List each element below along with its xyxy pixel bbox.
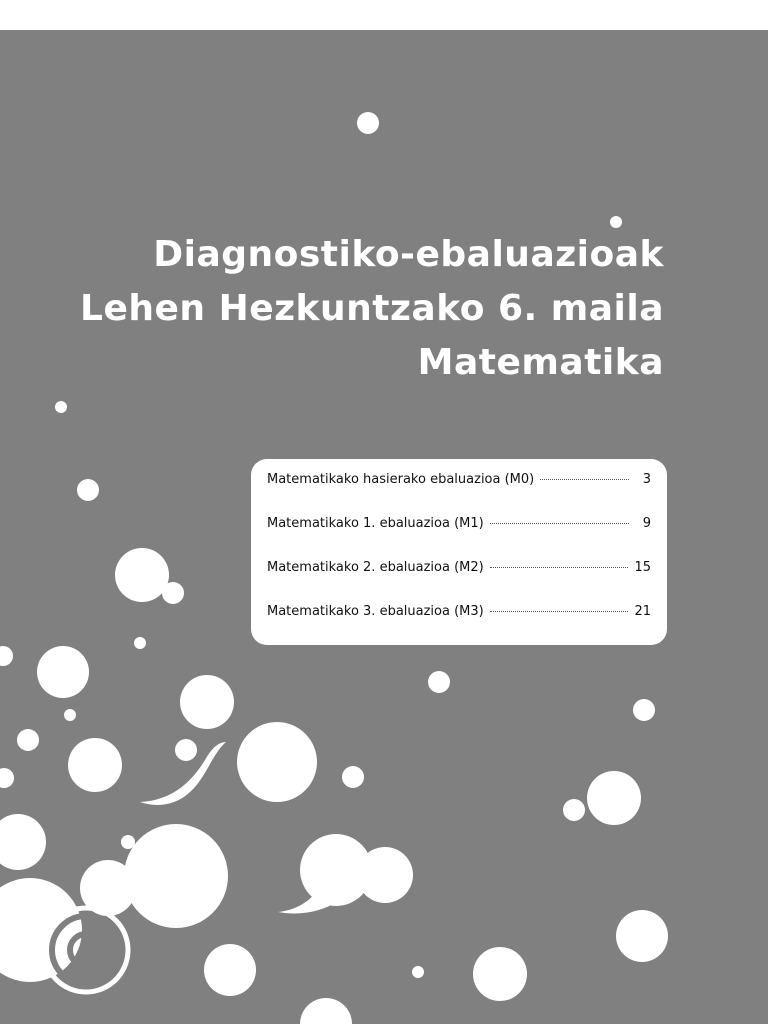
toc-leader-dots [490, 611, 629, 612]
bubble [162, 582, 184, 604]
bubble [342, 766, 364, 788]
toc-leader-dots [490, 567, 629, 568]
bubble [115, 548, 169, 602]
bubble [37, 646, 89, 698]
bubble [357, 847, 413, 903]
title-line-3: Matematika [417, 342, 664, 383]
bubble [180, 675, 234, 729]
bubble [300, 998, 352, 1024]
bubble [175, 739, 197, 761]
bubble [204, 944, 256, 996]
bubble [0, 646, 13, 666]
bubble [563, 799, 585, 821]
cover-title [80, 228, 664, 390]
bubble [237, 722, 317, 802]
bubble [587, 771, 641, 825]
toc-item-page: 3 [642, 472, 651, 487]
bubble [0, 878, 82, 982]
toc-item-m2[interactable] [267, 560, 651, 604]
toc-item-label: Matematikako hasierako ebaluazioa (M0) [267, 472, 535, 487]
bubble-dot [428, 671, 450, 693]
bubble-dot [134, 637, 146, 649]
toc-item-page: 15 [634, 560, 651, 575]
bubble [121, 835, 135, 849]
toc-leader-dots [490, 523, 629, 524]
bubble-dot [633, 699, 655, 721]
title-line-1: Diagnostiko-ebaluazioak [153, 234, 664, 275]
toc-item-page: 9 [642, 516, 651, 531]
bubble-dot [610, 216, 622, 228]
toc-item-m1[interactable] [267, 516, 651, 560]
bubble [17, 729, 39, 751]
bubble-dot [357, 112, 379, 134]
toc-item-m0[interactable] [267, 472, 651, 516]
bubble-dot [64, 709, 76, 721]
bubble [68, 738, 122, 792]
toc-leader-dots [540, 479, 629, 480]
bubble-dot [77, 479, 99, 501]
bubble-dot [412, 966, 424, 978]
toc-item-label: Matematikako 1. ebaluazioa (M1) [267, 516, 484, 531]
bubble [473, 947, 527, 1001]
bubble [616, 910, 668, 962]
title-line-2: Lehen Hezkuntzako 6. maila [80, 288, 664, 329]
cover-page [0, 30, 768, 1024]
toc-item-label: Matematikako 2. ebaluazioa (M2) [267, 560, 484, 575]
toc-item-label: Matematikako 3. ebaluazioa (M3) [267, 604, 484, 619]
bubble [124, 824, 228, 928]
toc-item-page: 21 [634, 604, 651, 619]
bubble-dot [55, 401, 67, 413]
table-of-contents [251, 459, 667, 645]
bubble [0, 768, 14, 788]
toc-item-m3[interactable] [267, 604, 651, 648]
bubble [0, 814, 46, 870]
